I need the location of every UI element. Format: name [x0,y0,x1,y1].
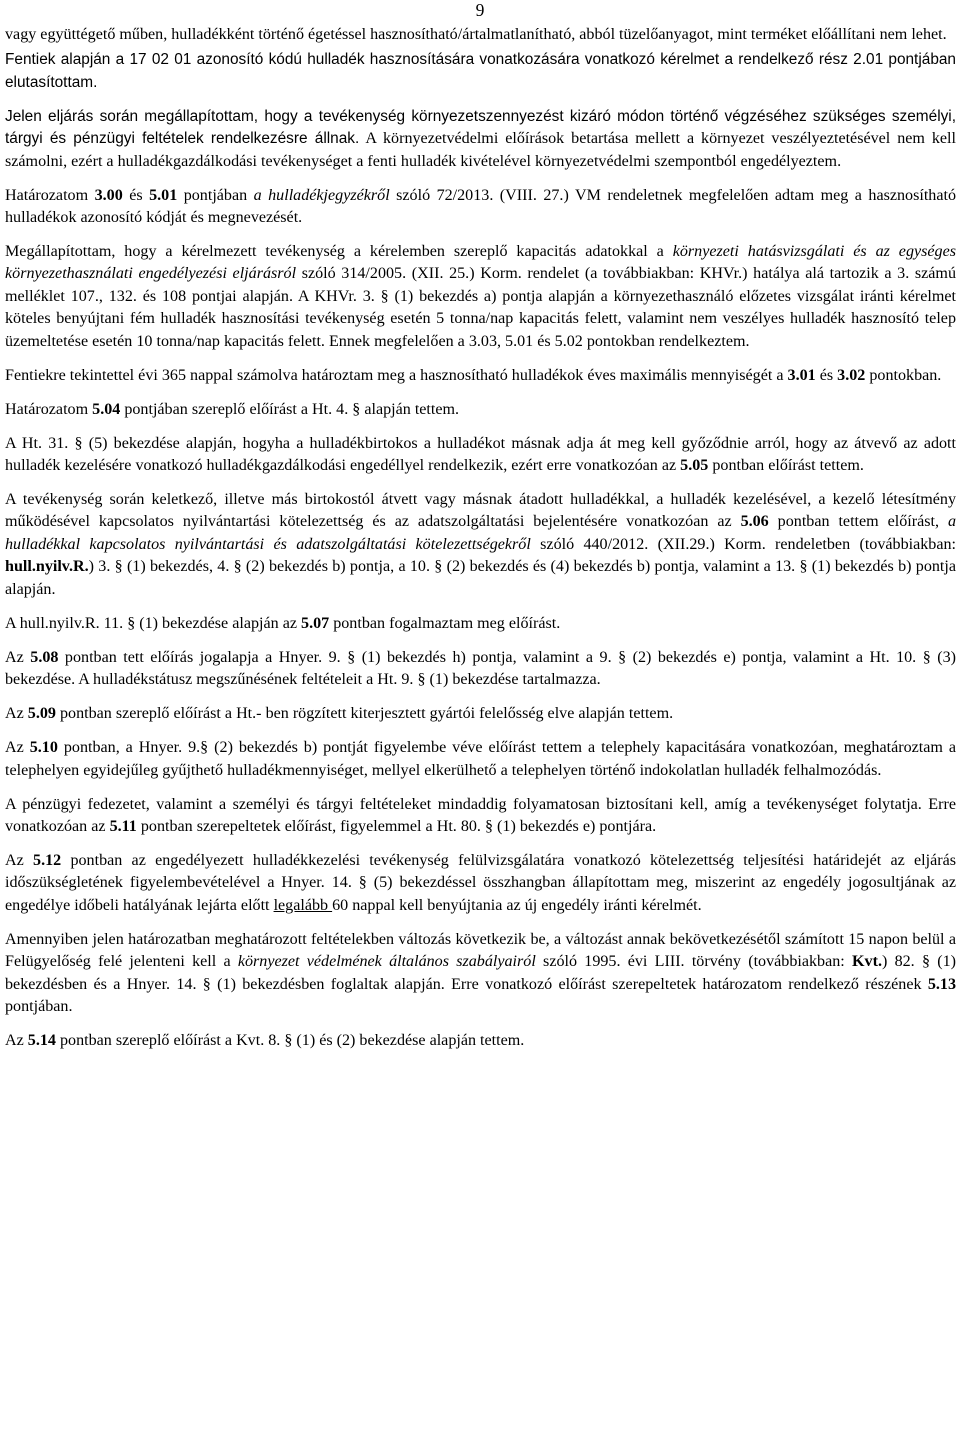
text-run: pontban fogalmaztam meg előírást. [329,614,561,632]
paragraph [5,433,956,478]
point-ref: 5.13 [927,975,956,993]
point-ref: 3.02 [837,366,866,384]
text-run: Az [5,648,31,666]
text-run: A környezetvédelmi előírások betartása mellett a környezet veszélyeztetésével nem kell számolni, ezért a hulladékgazdálkodási tevékenységet a fenti hulladék kivételével környezetvédelmi szempontból engedélyeztem. [5,130,957,170]
paragraph [5,1030,956,1052]
point-ref: 5.05 [680,457,709,475]
point-ref: 5.07 [301,614,330,632]
point-ref: 5.04 [92,400,121,418]
text-run: Jelen eljárás során megállapítottam, hogy a tevékenység környezetszennyezést kizáró módon történő végzéséhez szükséges személyi, tárgyi és pénzügyi feltételek rendelkezésre állnak. [5,107,956,148]
text-run: Az [5,739,30,757]
text-run: 60 nappal kell benyújtania az új engedély iránti kérelmét. [332,896,702,914]
text-run: pontban tett előírás jogalapja a Hnyer. 9. § (1) bekezdés h) pontja, valamint a 9. § (2) bekezdés e) pontja, valamint a Ht. 10. § (3) bekezdése. A hulladékstátusz megszűnésének feltételeit a Ht. 9. § (1) bekezdése tartalmazza. [5,648,956,689]
document-body [5,24,956,1064]
text-run: Az [5,851,34,869]
text-run: pontban az engedélyezett hulladékkezelési tevékenység felülvizsgálatára vonatkozó kötelezettség teljesítési határidejét az eljárás időszükségletének figyelembevételével a Hnyer. 14. § (5) bekezdéssel összhangban állapítottam meg, miszerint az engedély jogosultjának az engedélye időbeli hatályának lejárta előtt [5,851,956,914]
point-ref: 5.11 [109,817,137,835]
text-run: pontban tettem előírást, [768,513,948,531]
text-run: A hull.nyilv.R. 11. § (1) bekezdése alapján az [5,614,302,632]
text-run: Az [5,705,28,723]
paragraph [5,737,956,782]
paragraph [5,365,956,387]
text-run: A Ht. 31. § (5) bekezdése alapján, hogyha a hulladékbirtokos a hulladékot másnak adja át meg kell győződnie arról, hogy az átvevő az adott hulladék kezelésére vonatkozó hulladékgazdálkodási engedéllyel rendelkezik, ezért erre vonatkozóan az [5,434,956,475]
text-run: pontban előírást tettem. [708,457,864,475]
text-run: pontban szereplő előírást a Kvt. 8. § (1) és (2) bekezdése alapján tettem. [55,1031,525,1049]
paragraph [5,241,956,353]
point-ref: 5.08 [30,648,59,666]
text-run: A pénzügyi fedezetet, valamint a személyi és tárgyi feltételeket mindaddig folyamatosan biztosítani kell, amíg a tevékenységet folytatja. Erre vonatkozóan az [5,795,956,835]
paragraph: Fentiek alapján a 17 02 01 azonosító kódú hulladék hasznosítására vonatkozására vonatkozó kérelmet a rendelkező rész 2.01 pontjában elutasítottam. [5,51,956,91]
text-run: és [815,366,838,384]
point-ref: 3.00 [94,186,123,204]
text-run: Határozatom [5,186,95,204]
text-run: szóló 440/2012. (XII.29.) Korm. rendeletben (továbbiakban: [530,535,956,553]
text-run: Az [5,1031,28,1049]
paragraph [5,489,956,601]
law-title: a hulladékjegyzékről [253,186,390,204]
text-run: pontban szereplő előírást a Ht.- ben rögzített kiterjesztett gyártói felelősség elve alapján tettem. [55,705,674,723]
text-run: Fentiekre tekintettel évi 365 nappal számolva határoztam meg a hasznosítható hulladékok éves maximális mennyiségét a [5,366,788,384]
law-title: környezet védelmének általános szabályairól [237,953,536,971]
text-run: pontban szerepeltetek előírást, figyelemmel a Ht. 80. § (1) bekezdés e) pontjára. [136,817,657,835]
paragraph [5,399,956,421]
abbreviation: hull.nyilv.R. [5,558,89,576]
text-run: ) 3. § (1) bekezdés, 4. § (2) bekezdés b) pontja, a 10. § (2) bekezdés és (4) bekezdés b) pontja, valamint a 13. § (1) bekezdés b) pontja alapján. [5,558,956,598]
text-run: A tevékenység során keletkező, illetve más birtokostól átvett vagy másnak átadott hulladékkal, a hulladék kezelésével, a kezelő létesítmény működésével kapcsolatos nyilvántartási kötelezettség és az adatszolgáltatási bejelentésére vonatkozóan az [5,491,956,531]
text-run: pontjában [177,186,254,204]
point-ref: 5.01 [149,186,178,204]
point-ref: 5.10 [29,739,58,757]
point-ref: 5.06 [740,513,769,531]
paragraph [5,106,956,173]
paragraph [5,703,956,725]
point-ref: 5.14 [27,1031,56,1049]
text-run: Határozatom [5,400,93,418]
paragraph [5,185,956,230]
text-run: pontokban. [865,366,942,384]
law-title: környezeti hatásvizsgálati és az egységes környezethasználati engedélyezési eljárásról [5,243,956,283]
text-run: ) 82. § (1) bekezdésben és a Hnyer. 14. § (1) bekezdésben foglaltak alapján. Erre vonatkozó előírást szerepeltetek határozatom rendelkező részének [5,953,956,993]
text-run: pontjában. [5,997,73,1015]
paragraph [5,794,956,839]
text-run: szóló 72/2013. (VIII. 27.) VM rendeletnek megfelelően adtam meg a hasznosítható hulladékok azonosító kódját és megnevezését. [5,186,957,227]
text-run: szóló 1995. évi LIII. törvény (továbbiakban: [535,953,853,971]
law-title: a hulladékkal kapcsolatos nyilvántartási és adatszolgáltatási kötelezettségekről [5,513,957,553]
text-run: pontjában szereplő előírást a Ht. 4. § alapján tettem. [120,400,460,418]
text-run: Amennyiben jelen határozatban meghatározott feltételekben változás következik be, a változást annak bekövetkezésétől számított 15 napon belül a Felügyelőség felé jelenteni kell a [5,930,956,971]
page-number: 9 [475,0,485,20]
paragraph [5,929,956,1019]
paragraph [5,850,956,917]
text-run: Megállapítottam, hogy a kérelmezett tevékenység a kérelemben szereplő kapacitás adatokkal a [5,243,673,261]
point-ref: 5.09 [27,705,56,723]
text-run: és [122,186,150,204]
paragraph [5,647,956,692]
text-run: pontban, a Hnyer. 9.§ (2) bekezdés b) pontját figyelembe véve előírást tettem a telephely kapacitására vonatkozóan, meghatároztam a telephelyen egyidejűleg gyűjthető hulladékmennyiséget, mellyel elkerülhető a telephelyen történő indokolatlan hulladék felhalmozódás. [5,739,956,779]
underlined-text: legalább [273,896,333,914]
point-ref: 3.01 [787,366,816,384]
text-run: szóló 314/2005. (XII. 25.) Korm. rendelet (a továbbiakban: KHVr.) hatálya alá tartozik a 3. számú melléklet 107., 132. és 108 pontjai alapján. A KHVr. 3. § (1) bekezdés a) pontja alapján a környezethasználó előzetes vizsgálat iránti kérelmet köteles benyújtani fém hulladék hasznosítási tevékenység esetén 5 tonna/nap kapacitás felett, valamint nem veszélyes hulladék hasznosító telep üzemeltetése esetén 10 tonna/nap kapacitás felett. Ennek megfelelően a 3.03, 5.01 és 5.02 pontokban rendelkeztem. [5,265,956,350]
abbreviation: Kvt. [852,953,882,971]
paragraph: vagy együttégető műben, hulladékként történő égetéssel hasznosítható/ártalmatlanítható, abból tüzelőanyagot, mint terméket előállítani nem lehet. [5,26,947,43]
paragraph [5,613,956,635]
point-ref: 5.12 [33,851,62,869]
